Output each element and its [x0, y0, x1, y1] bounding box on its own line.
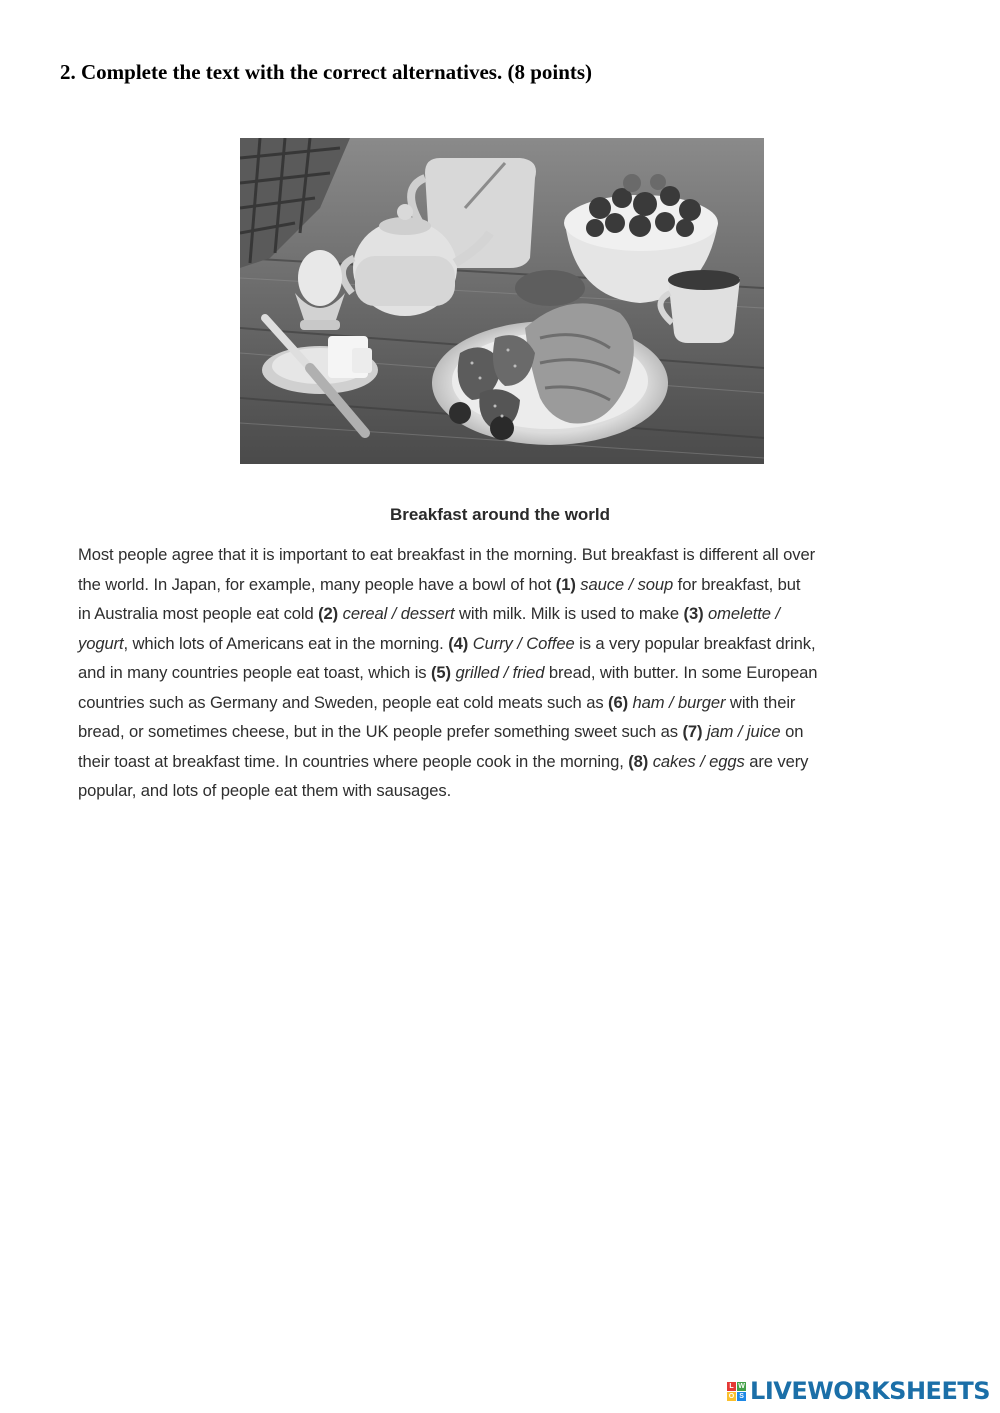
gap-number: (1) [555, 574, 576, 594]
article-text: is a very popular breakfast drink, [574, 633, 816, 653]
article-text: in Australia most people eat cold [78, 604, 319, 623]
liveworksheets-brand [727, 1377, 990, 1405]
logo-letter: L [727, 1382, 736, 1391]
article-line [78, 747, 928, 777]
article-line [78, 629, 928, 659]
gap-number: (4) [448, 633, 469, 653]
article-text: with their [725, 692, 796, 712]
article-line [78, 570, 928, 600]
article-line [78, 599, 928, 629]
article-text: countries such as Germany and Sweden, people eat cold meats such as [78, 692, 609, 712]
gap-alternatives: omelette / [703, 604, 780, 623]
article-line [78, 776, 928, 806]
gap-number: (2) [318, 604, 339, 623]
article-text: are very [744, 751, 809, 771]
gap-alternatives: Curry / Coffee [468, 633, 575, 653]
breakfast-photo-illustration [240, 138, 764, 464]
gap-number: (7) [682, 722, 703, 741]
gap-alternatives: jam / juice [702, 722, 781, 741]
gap-alternatives: cakes / eggs [648, 751, 745, 771]
article-text: the world. In Japan, for example, many people have a bowl of hot [78, 574, 556, 594]
article-text: on [780, 722, 804, 741]
liveworksheets-logo-icon [727, 1382, 746, 1401]
article-text: bread, with butter. In some European [544, 663, 818, 682]
logo-letter: S [737, 1392, 746, 1401]
article-text: popular, and lots of people eat them with sausages. [78, 781, 452, 800]
article-title: Breakfast around the world [389, 505, 611, 524]
article-text: bread, or sometimes cheese, but in the UK people prefer something sweet such as [78, 722, 683, 741]
article-text: their toast at breakfast time. In countries where people cook in the morning, [78, 751, 629, 771]
article-text: for breakfast, but [673, 574, 801, 594]
article-line [78, 688, 928, 718]
gap-alternatives: grilled / fried [450, 663, 545, 682]
logo-letter: O [728, 1392, 735, 1400]
logo-letter: W [738, 1382, 745, 1390]
article-text: , which lots of Americans eat in the morning. [123, 633, 449, 653]
article-text: and in many countries people eat toast, which is [78, 663, 431, 682]
gap-number: (8) [628, 751, 649, 771]
article-line [78, 717, 928, 747]
article-body [78, 540, 928, 806]
article-line [78, 658, 928, 688]
gap-number: (6) [608, 692, 629, 712]
gap-alternatives: sauce / soup [575, 574, 674, 594]
article-line [78, 540, 928, 570]
gap-alternatives: cereal / dessert [338, 604, 455, 623]
breakfast-photo [240, 138, 764, 464]
brand-name: LIVEWORKSHEETS [750, 1377, 990, 1405]
gap-number: (3) [683, 604, 704, 623]
gap-alternatives: yogurt [78, 633, 124, 653]
gap-alternatives: ham / burger [628, 692, 726, 712]
gap-number: (5) [431, 663, 451, 682]
exercise-heading: 2. Complete the text with the correct alternatives. (8 points) [60, 60, 593, 84]
article-text: Most people agree that it is important to eat breakfast in the morning. But breakfast is different all over [78, 545, 816, 564]
article-text: with milk. Milk is used to make [454, 604, 684, 623]
